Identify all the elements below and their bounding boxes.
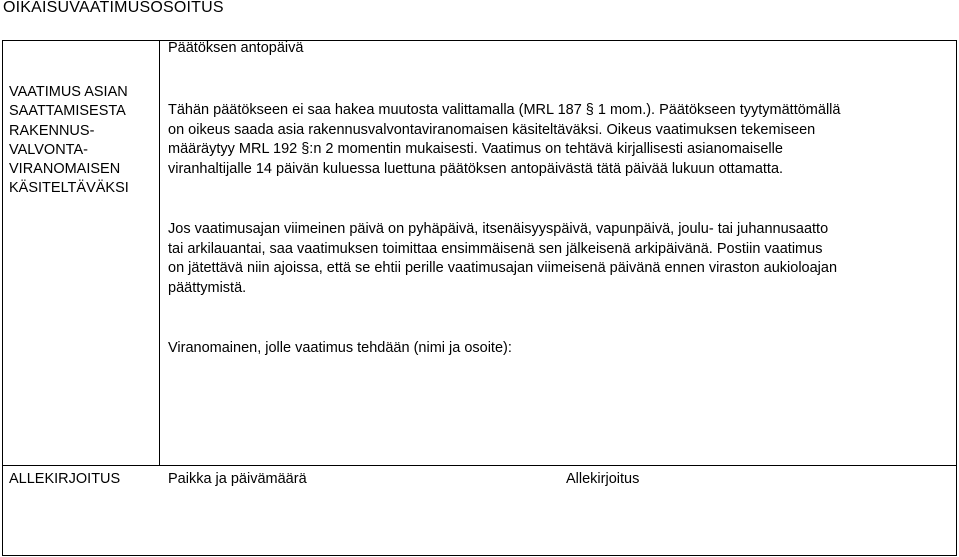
left-label-line: SAATTAMISESTA	[9, 103, 126, 120]
column-divider	[159, 40, 160, 465]
instruction-paragraph-2	[168, 220, 837, 298]
decision-date-label: Päätöksen antopäivä	[168, 40, 304, 56]
left-section-label	[9, 83, 129, 199]
left-label-line: VAATIMUS ASIAN	[9, 84, 128, 100]
form-title: OIKAISUVAATIMUSOSOITUS	[3, 0, 224, 16]
signature-field-label: Allekirjoitus	[566, 471, 640, 487]
signature-section-label: ALLEKIRJOITUS	[9, 471, 121, 487]
left-label-line: VALVONTA-	[9, 141, 88, 158]
paragraph-line: päättymistä.	[168, 279, 247, 296]
left-label-line: RAKENNUS-	[9, 122, 95, 139]
left-label-line: VIRANOMAISEN	[9, 161, 121, 178]
paragraph-line: on jätettävä niin ajoissa, että se ehtii perille vaatimusajan viimeisenä päivänä ennen viraston aukioloajan	[168, 260, 838, 276]
instruction-paragraph-1	[168, 101, 840, 179]
paragraph-line: tai arkilauantai, saa vaatimuksen toimittaa ensimmäisenä sen jälkeisenä arkipäivänä. Postiin vaatimus	[168, 240, 823, 257]
place-date-field-label: Paikka ja päivämäärä	[168, 471, 307, 487]
paragraph-line: Tähän päätökseen ei saa hakea muutosta valittamalla (MRL 187 § 1 mom.). Päätökseen tyytymättömällä	[168, 102, 841, 118]
authority-field-label: Viranomainen, jolle vaatimus tehdään (nimi ja osoite):	[168, 340, 512, 356]
paragraph-line: määräytyy MRL 192 §:n 2 momentin mukaisesti. Vaatimus on tehtävä kirjallisesti asianomaiselle	[168, 141, 783, 157]
signature-divider	[2, 465, 957, 466]
left-label-line: KÄSITELTÄVÄKSI	[9, 180, 129, 197]
paragraph-line: viranhaltijalle 14 päivän kuluessa luettuna päätöksen antopäivästä tätä päivää lukuun ottamatta.	[168, 160, 784, 177]
paragraph-line: on oikeus saada asia rakennusvalvontaviranomaisen käsiteltäväksi. Oikeus vaatimuksen tekemiseen	[168, 121, 816, 138]
paragraph-line: Jos vaatimusajan viimeinen päivä on pyhäpäivä, itsenäisyyspäivä, vapunpäivä, joulu- tai juhannusaatto	[168, 221, 829, 237]
